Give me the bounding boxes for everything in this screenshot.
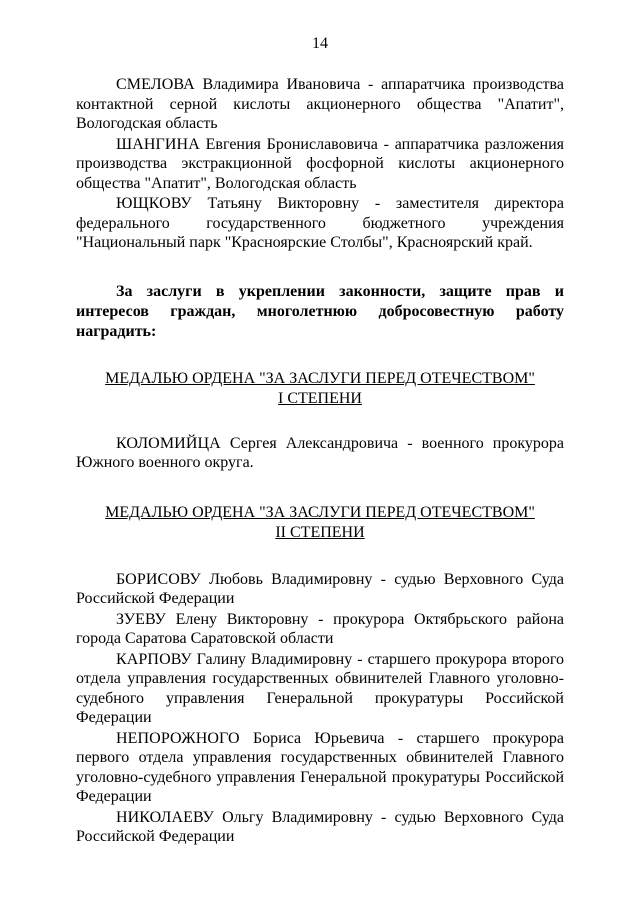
entry-text: Бориса Юрьевича - старшего прокурора первого отдела управления государственных обвинителей Главного уголовно-судебного управления Генеральной прокуратуры Российской Федерации (76, 729, 564, 805)
award-entry (76, 729, 564, 807)
medal-heading-2 (76, 503, 564, 543)
award-intro: За заслуги в укреплении законности, защите прав и интересов граждан, многолетнюю добросовестную работу наградить: (76, 282, 564, 340)
award-entry (76, 570, 564, 609)
medal-title: МЕДАЛЬЮ ОРДЕНА "ЗА ЗАСЛУГИ ПЕРЕД ОТЕЧЕСТВОМ" (105, 503, 535, 521)
medal2-entries (76, 570, 564, 847)
document-body (76, 75, 564, 848)
medal-title: МЕДАЛЬЮ ОРДЕНА "ЗА ЗАСЛУГИ ПЕРЕД ОТЕЧЕСТВОМ" (105, 369, 535, 387)
award-entry (76, 650, 564, 728)
entry-name: КАРПОВУ (116, 650, 192, 668)
award-entry (76, 194, 564, 253)
entry-text: Татьяну Викторовну - заместителя директора федерального государственного бюджетного учреждения "Национальный парк "Красноярские Столбы", Красноярский край. (76, 195, 564, 251)
page-number: 14 (312, 35, 328, 52)
entry-text: Ольгу Владимировну - судью Верховного Суда Российской Федерации (76, 808, 564, 845)
entry-name: ЮЩКОВУ (116, 195, 192, 212)
entry-text: Евгения Брониславовича - аппаратчика разложения производства экстракционной фосфорной кислоты акционерного общества "Апатит", Вологодская область (76, 135, 564, 192)
entry-name: КОЛОМИЙЦА (116, 434, 221, 452)
award-entry (76, 75, 564, 134)
entry-name: НИКОЛАЕВУ (116, 808, 214, 826)
entry-name: СМЕЛОВА (116, 76, 195, 93)
medal-heading-1 (76, 369, 564, 409)
award-entry (76, 434, 564, 473)
medal-degree: II СТЕПЕНИ (275, 523, 365, 541)
entry-name: ЗУЕВУ (116, 610, 166, 628)
entry-text: Елену Викторовну - прокурора Октябрьского района города Саратова Саратовской области (76, 610, 564, 647)
entry-text: Владимира Ивановича - аппаратчика производства контактной серной кислоты акционерного общества "Апатит", Вологодская область (76, 76, 564, 132)
award-entry (76, 135, 564, 194)
award-entry (76, 808, 564, 847)
entry-name: БОРИСОВУ (116, 570, 201, 588)
entry-text: Любовь Владимировну - судью Верховного Суда Российской Федерации (76, 570, 564, 607)
medal1-entries (76, 434, 564, 473)
entry-text: Галину Владимировну - старшего прокурора второго отдела управления государственных обвинителей Главного уголовно-судебного управления Генеральной прокуратуры Российской Федерации (76, 650, 564, 726)
section1-entries (76, 75, 564, 253)
entry-name: НЕПОРОЖНОГО (116, 729, 240, 747)
entry-name: ШАНГИНА (116, 135, 200, 153)
entry-text: Сергея Александровича - военного прокурора Южного военного округа. (76, 434, 564, 471)
award-entry (76, 610, 564, 649)
medal-degree: I СТЕПЕНИ (278, 389, 362, 407)
